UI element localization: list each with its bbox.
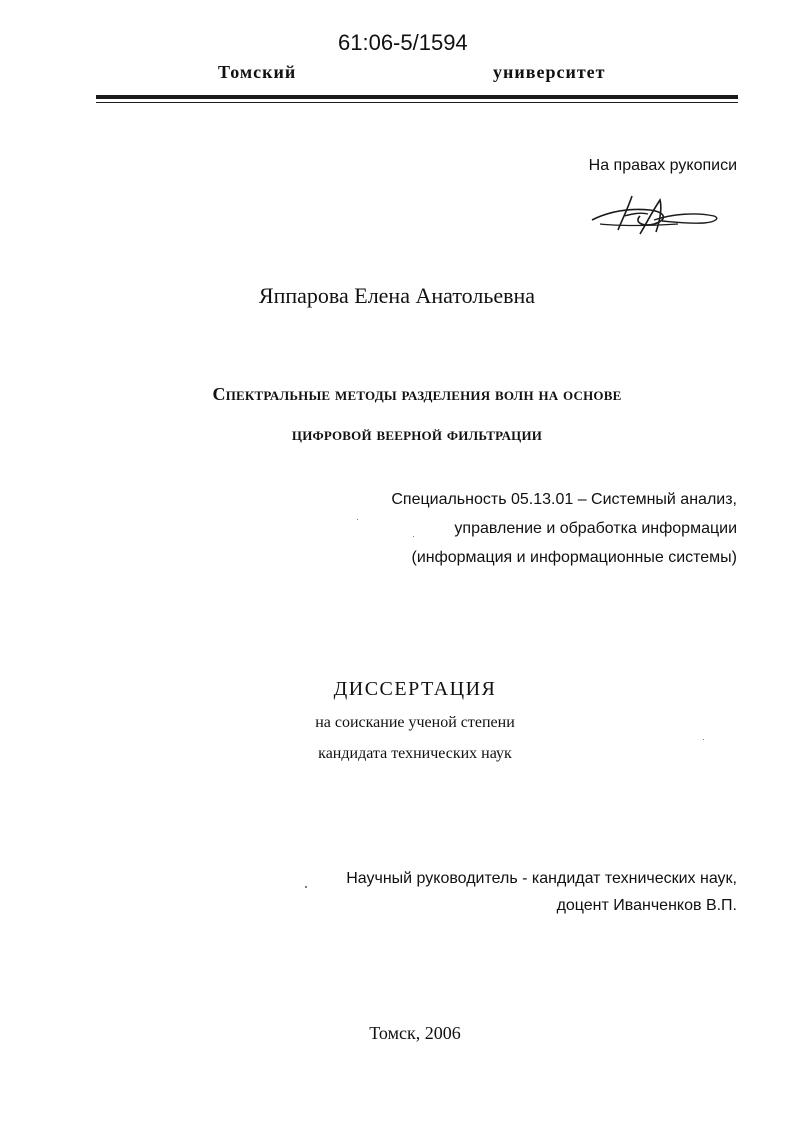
dissertation-heading: ДИССЕРТАЦИЯ — [333, 678, 497, 700]
specialty-line-1: Специальность 05.13.01 – Системный анализ, — [391, 491, 737, 508]
city-year: Томск, 2006 — [369, 1023, 461, 1043]
scan-speck — [703, 739, 704, 740]
university-header-left: Томский — [218, 62, 297, 82]
archive-code: 61:06-5/1594 — [338, 30, 468, 55]
degree-line-2: кандидата технических наук — [318, 745, 512, 762]
specialty-line-2: управление и обработка информации — [454, 520, 737, 537]
advisor-line-2: доцент Иванченков В.П. — [556, 897, 737, 914]
university-header-right: университет — [493, 62, 606, 82]
scan-speck — [413, 536, 414, 537]
degree-line-1: на соискание ученой степени — [315, 714, 515, 731]
header-rule-thin — [96, 102, 738, 103]
advisor-line-1: Научный руководитель - кандидат технических наук, — [346, 870, 737, 887]
scan-speck — [357, 519, 358, 520]
specialty-line-3: (информация и информационные системы) — [411, 549, 737, 566]
dissertation-title-line-2: цифровой веерной фильтрации — [291, 424, 543, 444]
signature-image — [588, 190, 723, 238]
author-name: Яппарова Елена Анатольевна — [258, 283, 536, 308]
dissertation-title-line-1: Спектральные методы разделения волн на основе — [212, 384, 622, 404]
manuscript-note: На правах рукописи — [588, 157, 737, 174]
header-rule-thick — [96, 95, 738, 99]
scan-speck — [305, 886, 307, 888]
